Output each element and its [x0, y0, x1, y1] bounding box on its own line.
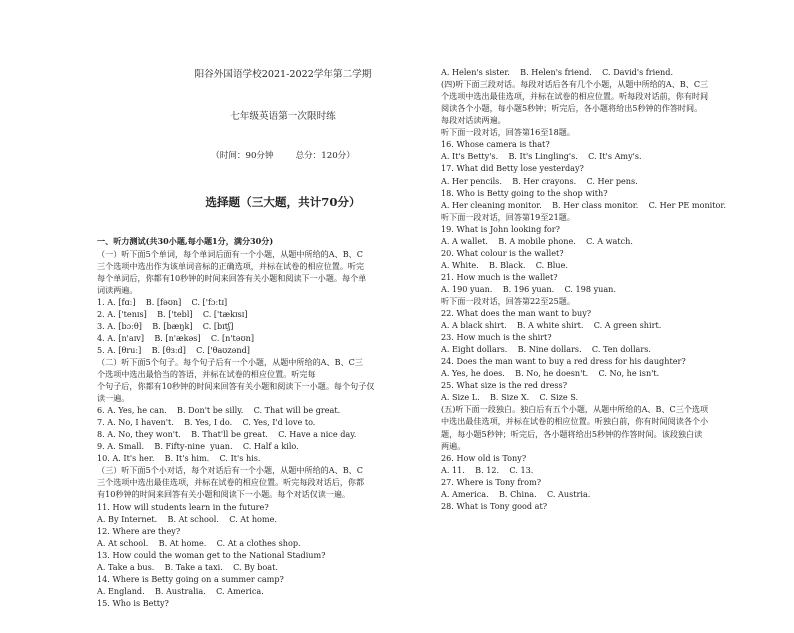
text-line: A. White. B. Black. C. Blue.	[441, 259, 568, 270]
text-line: 11. How will students learn in the future?	[97, 501, 269, 512]
right-column	[441, 42, 794, 536]
text-line: 21. How much is the wallet?	[441, 271, 558, 282]
text-line: 7. A. No, I haven't. B. Yes, I do. C. Yes, I'd love to.	[97, 417, 316, 428]
text-line: A. 190 yuan. B. 196 yuan. C. 198 yuan.	[441, 283, 616, 294]
text-line: A. America. B. China. C. Austria.	[441, 488, 591, 499]
text-line: 22. What does the man want to buy?	[441, 308, 592, 319]
left-question-list	[97, 235, 469, 608]
text-line: A. It's Betty's. B. It's Lingling's. C. It's Amy's.	[441, 151, 642, 162]
text-line: A. Helen's sister. B. Helen's friend. C. David's friend.	[441, 67, 674, 78]
text-line: 19. What is John looking for?	[441, 223, 560, 234]
text-line: 28. What is Tony good at?	[441, 500, 548, 511]
text-line: 每段对话读两遍。	[441, 115, 506, 126]
text-line: 每个单词后，你都有10秒钟的时间来回答有关小题和阅读下一小题。每个单	[97, 272, 367, 283]
section-title: 选择题（三大题，共计70分）	[205, 195, 361, 210]
text-line: 三个选项中选出最佳选项，并标在试卷的相应位置。听完每段对话后，你都	[97, 477, 365, 488]
text-line: 两遍。	[441, 440, 466, 451]
text-line: 8. A. No, they won't. B. That'll be great. C. Have a nice day.	[97, 429, 357, 440]
text-line: A. Her cleaning monitor. B. Her class monitor. C. Her PE monitor.	[441, 199, 726, 210]
text-line: 题，每小题5秒钟；听完后，各小题将给出5秒钟的作答时间。该段独白读	[441, 428, 703, 439]
text-line: 1. A. [fɑː] B. [fəʊn] C. ['fɔːtɪ]	[97, 296, 228, 307]
text-line: 20. What colour is the wallet?	[441, 247, 564, 258]
right-question-list	[441, 66, 794, 512]
text-line: (五)听下面一段独白。独白后有五个小题，从题中所给的A、B、C三个选项	[441, 404, 709, 415]
text-line: （一）听下面5个单词，每个单词后面有一个小题，从题中所给的A、B、C	[97, 248, 363, 259]
text-line: 4. A. [n'aɪv] B. [n'ækəs] C. [n'təʊn]	[97, 332, 254, 343]
text-line: 听下面一段对话，回答第22至25题。	[441, 295, 575, 306]
text-line: A. At school. B. At home. C. At a clothes shop.	[97, 537, 301, 548]
text-line: 三个选项中选出作为该单词音标的正确选项，并标在试卷的相应位置。听完	[97, 260, 365, 271]
text-line: 一、听力测试(共30小题,每小题1分，满分30分)	[97, 236, 274, 247]
text-line: A. Eight dollars. B. Nine dollars. C. Ten dollars.	[441, 344, 651, 355]
text-line: 12. Where are they?	[97, 525, 181, 536]
text-line: 个句子后，你都有10秒钟的时间来回答有关小题和阅读下一小题。每个句子仅	[97, 381, 375, 392]
text-line: 听下面一段对话，回答第16至18题。	[441, 127, 575, 138]
text-line: 27. Where is Tony from?	[441, 476, 542, 487]
text-line: 有10秒钟的时间来回答有关小题和阅读下一小题。每个对话仅读一遍。	[97, 489, 351, 500]
text-line: 阅读各个小题，每小题5秒钟；听完后，各小题将给出5秒钟的作答时间。	[441, 103, 703, 114]
text-line: 15. Who is Betty?	[97, 597, 169, 608]
text-line: 24. Does the man want to buy a red dress for his daughter?	[441, 356, 686, 367]
exam-title: 七年级英语第一次限时练	[230, 111, 336, 123]
text-line: A. A black shirt. B. A white shirt. C. A green shirt.	[441, 320, 662, 331]
text-line: 个选项中选出最佳选项，并标在试卷的相应位置。听每段对话前，你有时间	[441, 91, 709, 102]
text-line: 10. A. It's her. B. It's him. C. It's his.	[97, 453, 261, 464]
text-line: A. Take a bus. B. Take a taxi. C. By boat.	[97, 561, 278, 572]
text-line: 2. A. ['tenɪs] B. ['tebl] C. ['tækɪsɪ]	[97, 308, 248, 319]
text-line: A. 11. B. 12. C. 13.	[441, 464, 534, 475]
text-line: 中选出最佳选项，并标在试卷的相应位置。听独白前，你有时间阅读各个小	[441, 416, 709, 427]
text-line: 个选项中选出最恰当的答语，并标在试卷的相应位置。听完每	[97, 368, 316, 379]
text-line: 5. A. [θruː] B. [θɜːd] C. ['θaʊzənd]	[97, 344, 250, 355]
text-line: 3. A. [bɔːθ] B. [bæŋk] C. [bɪtʃ]	[97, 320, 234, 331]
left-column	[97, 42, 469, 633]
text-line: 23. How much is the shirt?	[441, 332, 552, 343]
text-line: 26. How old is Tony?	[441, 452, 527, 463]
text-line: 14. Where is Betty going on a summer camp?	[97, 573, 284, 584]
text-line: (四)听下面三段对话。每段对话后各有几个小题，从题中所给的A、B、C三	[441, 79, 709, 90]
exam-meta: （时间：90分钟 总分：120分）	[211, 151, 355, 162]
text-line: 13. How could the woman get to the National Stadium?	[97, 549, 326, 560]
text-line: 听下面一段对话，回答第19至21题。	[441, 211, 575, 222]
text-line: A. By Internet. B. At school. C. At home.	[97, 513, 277, 524]
text-line: A. Her pencils. B. Her crayons. C. Her pens.	[441, 175, 638, 186]
text-line: A. Size L. B. Size X. C. Size S.	[441, 392, 579, 403]
text-line: 17. What did Betty lose yesterday?	[441, 163, 584, 174]
school-title: 阳谷外国语学校2021-2022学年第二学期	[194, 69, 372, 81]
text-line: 6. A. Yes, he can. B. Don't be silly. C. That will be great.	[97, 405, 341, 416]
text-line: 9. A. Small. B. Fifty-nine yuan. C. Half a kilo.	[97, 441, 299, 452]
text-line: （二）听下面5个句子。每个句子后有一个小题，从题中所给的A、B、C三	[97, 356, 363, 367]
text-line: A. Yes, he does. B. No, he doesn't. C. No, he isn't.	[441, 368, 660, 379]
text-line: （三）听下面5个小对话，每个对话后有一个小题，从题中所给的A、B、C	[97, 465, 363, 476]
text-line: A. A wallet. B. A mobile phone. C. A watch.	[441, 235, 633, 246]
text-line: A. England. B. Australia. C. America.	[97, 585, 264, 596]
text-line: 词读两遍。	[97, 284, 138, 295]
text-line: 18. Who is Betty going to the shop with?	[441, 187, 608, 198]
text-line: 16. Whose camera is that?	[441, 139, 550, 150]
text-line: 读一遍。	[97, 393, 130, 404]
text-line: 25. What size is the red dress?	[441, 380, 568, 391]
